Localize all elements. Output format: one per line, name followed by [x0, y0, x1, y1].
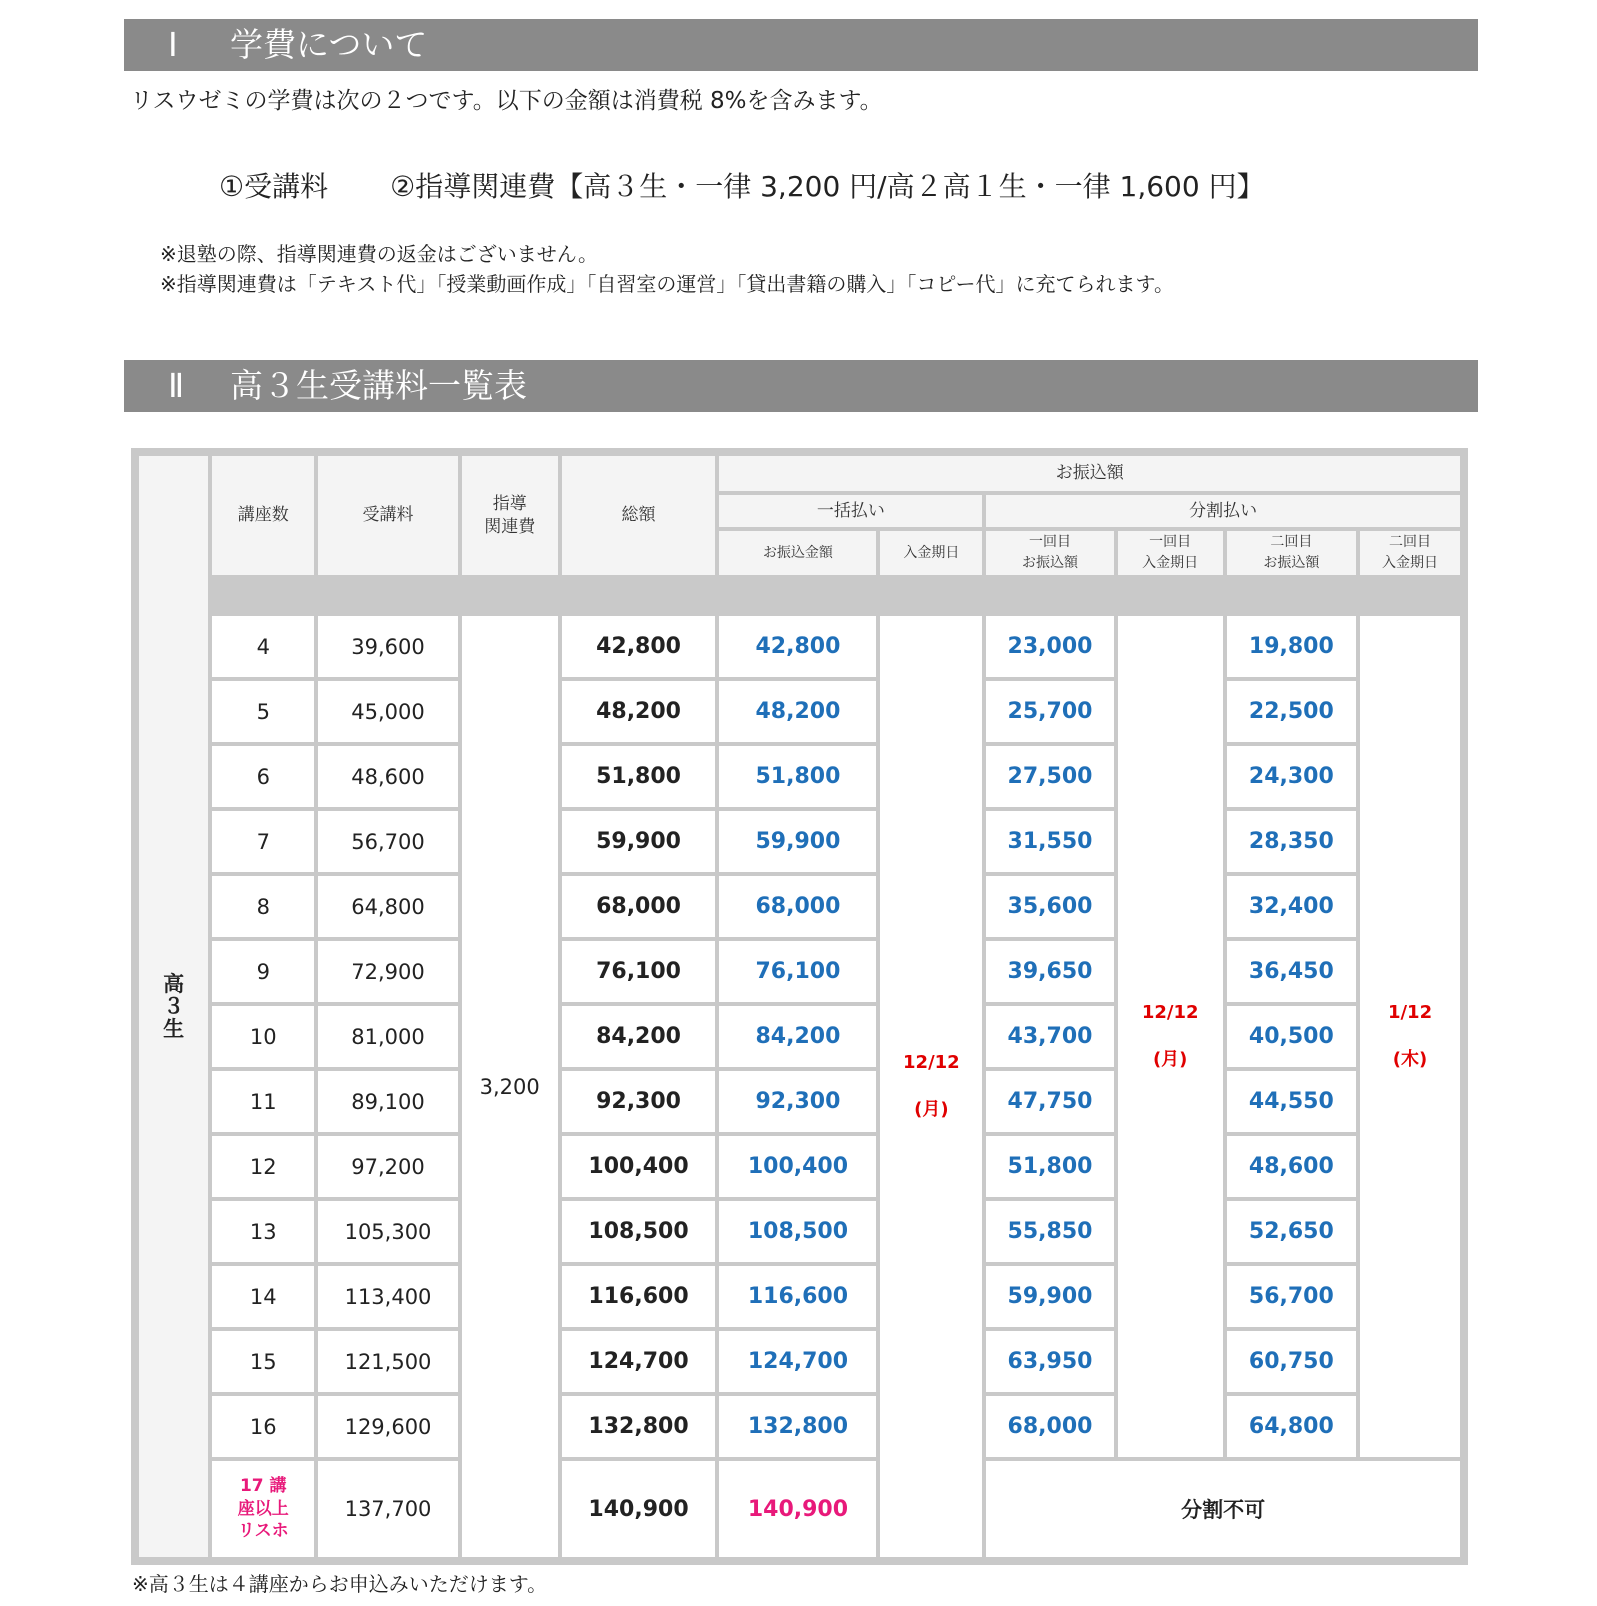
cell-second-amount: 52,650	[1227, 1201, 1356, 1262]
cell-second-date-value: 1/12	[1387, 1001, 1433, 1023]
cell-total: 51,800	[562, 746, 716, 807]
header-lump-amount: お振込金額	[719, 531, 876, 575]
header-first-amount	[986, 531, 1113, 575]
table-row	[139, 681, 1460, 742]
header-separator	[212, 579, 1460, 612]
fee-item-tuition: ①受講料	[219, 170, 329, 203]
grade-char: 生	[163, 1016, 185, 1041]
table-row	[139, 746, 1460, 807]
cell-courses: 7	[212, 811, 314, 872]
cell-first-amount: 51,800	[986, 1136, 1113, 1197]
cell-total: 76,100	[562, 941, 716, 1002]
header-guidance-line1: 指導	[492, 494, 527, 515]
grade-char: ３	[163, 994, 185, 1019]
table-row	[139, 1396, 1460, 1457]
table-row	[139, 811, 1460, 872]
cell-second-amount: 32,400	[1227, 876, 1356, 937]
cell-first-date-value: 12/12	[1141, 1001, 1199, 1023]
cell-courses-17plus	[212, 1461, 314, 1557]
cell-tuition: 89,100	[318, 1071, 458, 1132]
note-refund: ※退塾の際、指導関連費の返金はございません。	[160, 242, 598, 266]
cell-courses: 4	[212, 616, 314, 677]
cell-lump-amount: 48,200	[719, 681, 876, 742]
cell-first-amount: 43,700	[986, 1006, 1113, 1067]
cell-tuition: 81,000	[318, 1006, 458, 1067]
cell-total: 42,800	[562, 616, 716, 677]
fee-item-guidance: ②指導関連費【高３生・一律 3,200 円/高２高１生・一律 1,600 円】	[390, 170, 1265, 203]
cell-total: 48,200	[562, 681, 716, 742]
table-row	[139, 1266, 1460, 1327]
cell-split-not-allowed: 分割不可	[986, 1461, 1460, 1557]
grade-header	[139, 456, 208, 1557]
cell-courses: 13	[212, 1201, 314, 1262]
fee-items	[219, 165, 1265, 205]
header-courses: 講座数	[212, 456, 314, 575]
cell-first-amount: 27,500	[986, 746, 1113, 807]
cell-courses: 5	[212, 681, 314, 742]
table-row	[139, 876, 1460, 937]
note-usage: ※指導関連費は「テキスト代」「授業動画作成」「自習室の運営」「貸出書籍の購入」「コピー代」に充てられます。	[160, 272, 1174, 296]
header-first-date	[1118, 531, 1223, 575]
table-row	[139, 616, 1460, 677]
cell-tuition: 64,800	[318, 876, 458, 937]
cell-courses: 14	[212, 1266, 314, 1327]
table-row	[139, 1136, 1460, 1197]
header-first-date-line2: 入金期日	[1142, 555, 1199, 571]
grade-char: 高	[163, 972, 185, 997]
cell-tuition: 97,200	[318, 1136, 458, 1197]
cell-total: 92,300	[562, 1071, 716, 1132]
courses-17plus-line: リスホ	[237, 1521, 289, 1542]
cell-tuition: 56,700	[318, 811, 458, 872]
cell-lump-amount: 51,800	[719, 746, 876, 807]
cell-lump-amount: 42,800	[719, 616, 876, 677]
cell-courses: 10	[212, 1006, 314, 1067]
cell-tuition: 45,000	[318, 681, 458, 742]
table-row	[139, 1201, 1460, 1262]
courses-17plus-line: 座以上	[237, 1498, 289, 1519]
table-row	[139, 1071, 1460, 1132]
cell-first-date-weekday: (月)	[1152, 1048, 1188, 1070]
header-lump-date: 入金期日	[880, 531, 982, 575]
header-transfer: お振込額	[719, 456, 1460, 491]
cell-total: 116,600	[562, 1266, 716, 1327]
cell-total: 108,500	[562, 1201, 716, 1262]
header-split: 分割払い	[986, 495, 1460, 527]
cell-first-amount: 31,550	[986, 811, 1113, 872]
table-row	[139, 941, 1460, 1002]
cell-tuition: 105,300	[318, 1201, 458, 1262]
cell-first-amount: 55,850	[986, 1201, 1113, 1262]
cell-tuition: 121,500	[318, 1331, 458, 1392]
cell-tuition: 137,700	[318, 1461, 458, 1557]
header-tuition: 受講料	[318, 456, 458, 575]
cell-lump-amount: 124,700	[719, 1331, 876, 1392]
cell-courses: 8	[212, 876, 314, 937]
header-total: 総額	[562, 456, 716, 575]
table-row-last	[139, 1461, 1460, 1557]
header-guidance	[462, 456, 558, 575]
cell-guidance-fee: 3,200	[462, 616, 558, 1557]
header-second-amount	[1227, 531, 1356, 575]
cell-second-amount: 40,500	[1227, 1006, 1356, 1067]
cell-courses: 11	[212, 1071, 314, 1132]
cell-lump-amount: 108,500	[719, 1201, 876, 1262]
header-second-date-line2: 入金期日	[1382, 555, 1439, 571]
cell-lump-amount: 92,300	[719, 1071, 876, 1132]
cell-lump-amount: 84,200	[719, 1006, 876, 1067]
header-second-amount-line2: お振込額	[1263, 555, 1320, 571]
cell-second-amount: 60,750	[1227, 1331, 1356, 1392]
cell-total: 59,900	[562, 811, 716, 872]
cell-total: 68,000	[562, 876, 716, 937]
cell-tuition: 72,900	[318, 941, 458, 1002]
cell-first-amount: 47,750	[986, 1071, 1113, 1132]
cell-lump-amount: 68,000	[719, 876, 876, 937]
cell-second-amount: 19,800	[1227, 616, 1356, 677]
cell-second-amount: 56,700	[1227, 1266, 1356, 1327]
section-1-header	[124, 19, 1478, 71]
cell-second-amount: 22,500	[1227, 681, 1356, 742]
cell-lump-amount: 116,600	[719, 1266, 876, 1327]
table-row	[139, 1006, 1460, 1067]
table-row	[139, 1331, 1460, 1392]
cell-tuition: 39,600	[318, 616, 458, 677]
cell-courses: 15	[212, 1331, 314, 1392]
cell-second-date	[1360, 616, 1460, 1457]
fee-table-frame	[131, 448, 1468, 1565]
cell-second-date-weekday: (木)	[1392, 1048, 1428, 1070]
section-2-title: 高３生受講料一覧表	[230, 366, 527, 405]
intro-text: リスウゼミの学費は次の２つです。以下の金額は消費税 8%を含みます。	[130, 88, 883, 114]
cell-tuition: 129,600	[318, 1396, 458, 1457]
fee-table	[135, 452, 1464, 1561]
cell-total: 84,200	[562, 1006, 716, 1067]
section-2-header	[124, 360, 1478, 412]
cell-courses: 6	[212, 746, 314, 807]
header-second-date-line1: 二回目	[1389, 534, 1432, 550]
cell-tuition: 113,400	[318, 1266, 458, 1327]
header-second-date	[1360, 531, 1460, 575]
cell-first-amount: 63,950	[986, 1331, 1113, 1392]
cell-first-amount: 23,000	[986, 616, 1113, 677]
header-first-amount-line2: お振込額	[1022, 555, 1078, 571]
cell-total: 100,400	[562, 1136, 716, 1197]
cell-second-amount: 24,300	[1227, 746, 1356, 807]
section-1-title: 学費について	[230, 25, 428, 64]
cell-second-amount: 28,350	[1227, 811, 1356, 872]
cell-total: 132,800	[562, 1396, 716, 1457]
header-first-amount-line1: 一回目	[1029, 534, 1071, 550]
header-second-amount-line1: 二回目	[1270, 534, 1313, 550]
cell-first-amount: 35,600	[986, 876, 1113, 937]
cell-lump-date-value: 12/12	[903, 1051, 960, 1073]
cell-lump-date-weekday: (月)	[914, 1098, 949, 1120]
cell-lump-date	[880, 616, 982, 1557]
cell-first-amount: 39,650	[986, 941, 1113, 1002]
cell-lump-amount: 76,100	[719, 941, 876, 1002]
header-guidance-line2: 関連費	[484, 516, 536, 537]
cell-first-amount: 25,700	[986, 681, 1113, 742]
footnote: ※高３生は４講座からお申込みいただけます。	[132, 1572, 548, 1596]
cell-courses: 9	[212, 941, 314, 1002]
cell-courses: 12	[212, 1136, 314, 1197]
courses-17plus-line: 17 講	[239, 1475, 287, 1496]
cell-lump-amount: 132,800	[719, 1396, 876, 1457]
cell-lump-amount: 59,900	[719, 811, 876, 872]
cell-courses: 16	[212, 1396, 314, 1457]
cell-second-amount: 36,450	[1227, 941, 1356, 1002]
cell-total: 140,900	[562, 1461, 716, 1557]
cell-tuition: 48,600	[318, 746, 458, 807]
section-2-number: Ⅱ	[168, 366, 185, 405]
cell-first-date	[1118, 616, 1223, 1457]
cell-second-amount: 64,800	[1227, 1396, 1356, 1457]
cell-total: 124,700	[562, 1331, 716, 1392]
header-first-date-line1: 一回目	[1149, 534, 1192, 550]
cell-first-amount: 68,000	[986, 1396, 1113, 1457]
cell-lump-amount: 140,900	[719, 1461, 876, 1557]
cell-second-amount: 44,550	[1227, 1071, 1356, 1132]
cell-lump-amount: 100,400	[719, 1136, 876, 1197]
header-lump: 一括払い	[719, 495, 982, 527]
section-1-number: Ⅰ	[168, 25, 178, 64]
cell-first-amount: 59,900	[986, 1266, 1113, 1327]
cell-second-amount: 48,600	[1227, 1136, 1356, 1197]
